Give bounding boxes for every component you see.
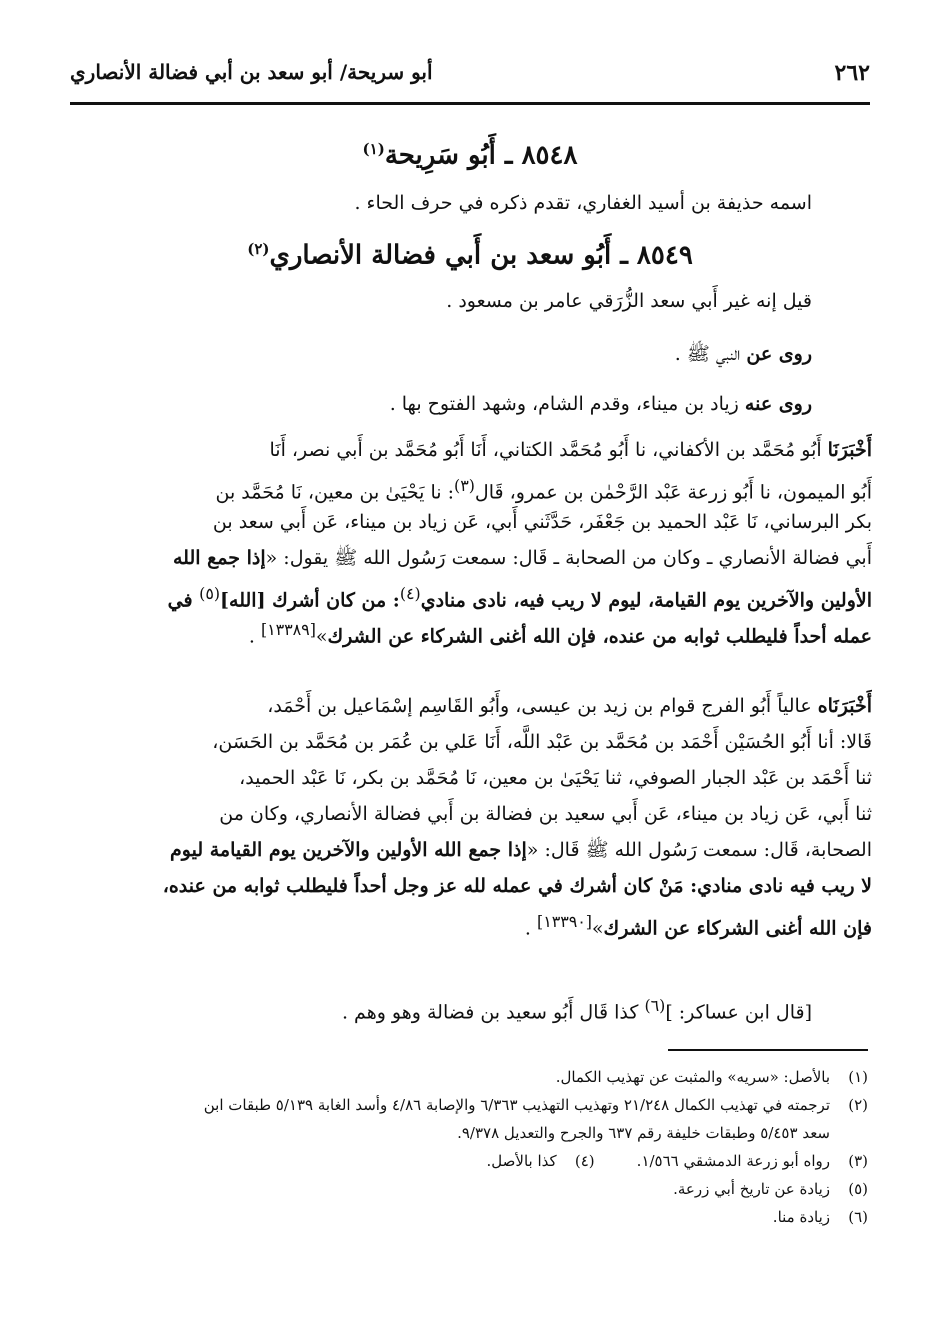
footnote-text: رواه أبو زرعة الدمشقي ١/٥٦٦. (636, 1152, 830, 1170)
text-span: ثنا أَبي، عَن زياد بن ميناء، عَن أَبي سعيد بن فضالة بن أَبي فضالة الأنصاري، وكان من (219, 803, 872, 825)
footnote-text: ترجمته في تهذيب الكمال ٢١/٢٤٨ وتهذيب التهذيب ٦/٣٦٣ والإصابة ٤/٨٦ وأسد الغابة ٥/١٣٩ طبقات ابن (203, 1096, 830, 1114)
footnote-number: (٥) (848, 1180, 868, 1198)
text-line: اسمه حذيفة بن أسيد الغفاري، تقدم ذكره في حرف الحاء . (354, 192, 812, 214)
footnotes (68, 1063, 868, 1231)
text-span: [قال ابن عساكر: ] (665, 1001, 812, 1024)
footnote-text: كذا بالأصل. (486, 1152, 557, 1170)
ibn-asakir-remark (10, 988, 812, 1024)
footnote-1 (68, 1063, 868, 1091)
footnote-text: زيادة عن تاريخ أبي زرعة. (673, 1180, 830, 1198)
footnote-number: (٦) (848, 1208, 868, 1226)
hadith-text: لا ريب فيه نادى منادي: مَنْ كان أشرك في عمله لله عز وجل أحداً فليطلب ثوابه من عنده، (162, 875, 872, 897)
hadith-text: إذا جمع الله الأولين والآخرين يوم القيامة ليوم (170, 839, 527, 861)
text-span: . (248, 625, 261, 648)
text-span: ثنا أَحْمَد بن عَبْد الجبار الصوفي، ثنا يَحْيَىٰ بن معين، نَا مُحَمَّد بن بكر، نَا عَبْد الحميد، (239, 767, 872, 789)
footnote-text: بالأصل: «سريه» والمثبت عن تهذيب الكمال. (555, 1068, 830, 1086)
bold-lead: روى عنه (744, 393, 812, 415)
hadith-number: [١٣٣٨٩] (260, 620, 316, 639)
hadith-number: [١٣٣٩٠] (537, 912, 592, 931)
header-rule (70, 102, 870, 105)
text-span: . (524, 917, 538, 940)
footnote-text: زيادة منا. (772, 1208, 830, 1226)
text-span: » (315, 625, 328, 648)
entry-note-identity (10, 283, 812, 319)
isnad-paragraph-1 (70, 432, 872, 648)
text-span: : نا يَحْيَىٰ بن معين، نَا مُحَمَّد بن (215, 481, 455, 504)
bold-lead: روى عن (746, 343, 812, 365)
hadith-text: الأولين والآخرين يوم القيامة، ليوم لا ريب فيه، نادى منادي (420, 589, 872, 612)
text-span: زياد بن ميناء، وقدم الشام، وشهد الفتوح بها . (389, 393, 745, 415)
text-span: بكر البرساني، نَا عَبْد الحميد بن جَعْفَر، حَدَّثَني أَبي، عَن زياد بن ميناء، عَن أَبي سعد بن (212, 511, 872, 533)
footnote-number: (٣) (848, 1152, 868, 1170)
text-span: أَبُو الميمون، نا أَبُو زرعة عَبْد الرَّحْمٰن بن عمرو، قَال (474, 481, 872, 504)
footnote-rule (668, 1049, 868, 1051)
hadith-text: في (167, 589, 200, 612)
footnote-ref: (٥) (199, 584, 221, 603)
text-span: النبي ﷺ . (674, 343, 747, 365)
bold-lead: أَخْبَرَنَا (827, 439, 872, 461)
hadith-text: فإن الله أغنى الشركاء عن الشرك (603, 917, 872, 940)
footnote-ref: (١) (362, 140, 385, 158)
entry-note-name (10, 185, 812, 221)
footnote-2-continued: سعد ٥/٤٥٣ وطبقات خليفة رقم ٦٣٧ والجرح والتعديل ٩/٣٧٨. (457, 1124, 830, 1142)
hadith-text: عمله أحداً فليطلب ثوابه من عنده، فإن الله أغنى الشركاء عن الشرك (327, 625, 872, 648)
text-span: عالياً أَبُو الفرج قوام بن زيد بن عيسى، وأَبُو القَاسِم إسْمَاعيل بن أَحْمَد، (267, 695, 818, 717)
text-span: الصحابة، قَال: سمعت رَسُول الله ﷺ قَال: « (526, 839, 872, 861)
running-title: أبو سريحة/ أبو سعد بن أبي فضالة الأنصاري (70, 60, 433, 84)
footnote-3-4 (68, 1147, 868, 1175)
footnote-ref: (٦) (644, 996, 666, 1015)
text-span: أَبي فضالة الأنصاري ـ وكان من الصحابة ـ قَال: سمعت رَسُول الله ﷺ يقول: « (265, 547, 872, 569)
text-span: كذا قَال أَبُو سعيد بن فضالة وهو وهم . (341, 1001, 645, 1024)
footnote-5 (68, 1175, 868, 1203)
bold-lead: أَخْبَرَنَاه (817, 695, 872, 717)
text-line: قيل إنه غير أَبي سعد الزُّرَقي عامر بن مسعود . (446, 290, 812, 312)
hadith-text: إذا جمع الله (172, 547, 266, 569)
hadith-text: : من كان أشرك [الله] (220, 589, 400, 612)
entry-title-text: ٨٥٤٩ ـ أَبُو سعد بن أَبي فضالة الأنصاري (269, 240, 693, 271)
page-header (70, 58, 870, 98)
footnote-ref: (٤) (399, 584, 421, 603)
text-span: قَالا: أنا أَبُو الحُسَيْن أَحْمَد بن مُحَمَّد بن عَبْد اللَّه، أَنَا عَلي بن عُمَر بن مُحَمَّد بن الحَسَن، (212, 731, 872, 753)
text-span: » (591, 917, 604, 940)
footnote-number: (٢) (848, 1096, 868, 1114)
narrated-by (10, 386, 812, 422)
entry-title-8549 (0, 240, 940, 271)
text-span: أَبُو مُحَمَّد بن الأكفاني، نا أَبُو مُحَمَّد الكتاني، أَنَا أَبُو مُحَمَّد بن أَبي نصر، أَنَا (269, 439, 828, 461)
page-number: ٢٦٢ (834, 60, 870, 86)
footnote-number: (١) (848, 1068, 868, 1086)
isnad-paragraph-2 (70, 688, 872, 940)
narrated-from (10, 336, 812, 372)
entry-title-8548 (0, 140, 940, 171)
footnote-ref: (٣) (454, 476, 475, 495)
footnote-ref: (٢) (247, 240, 270, 258)
footnote-number: (٤) (574, 1152, 595, 1170)
footnote-6 (68, 1203, 868, 1231)
entry-title-text: ٨٥٤٨ ـ أَبُو سَرِيحة (384, 140, 578, 171)
footnote-2 (68, 1091, 868, 1119)
